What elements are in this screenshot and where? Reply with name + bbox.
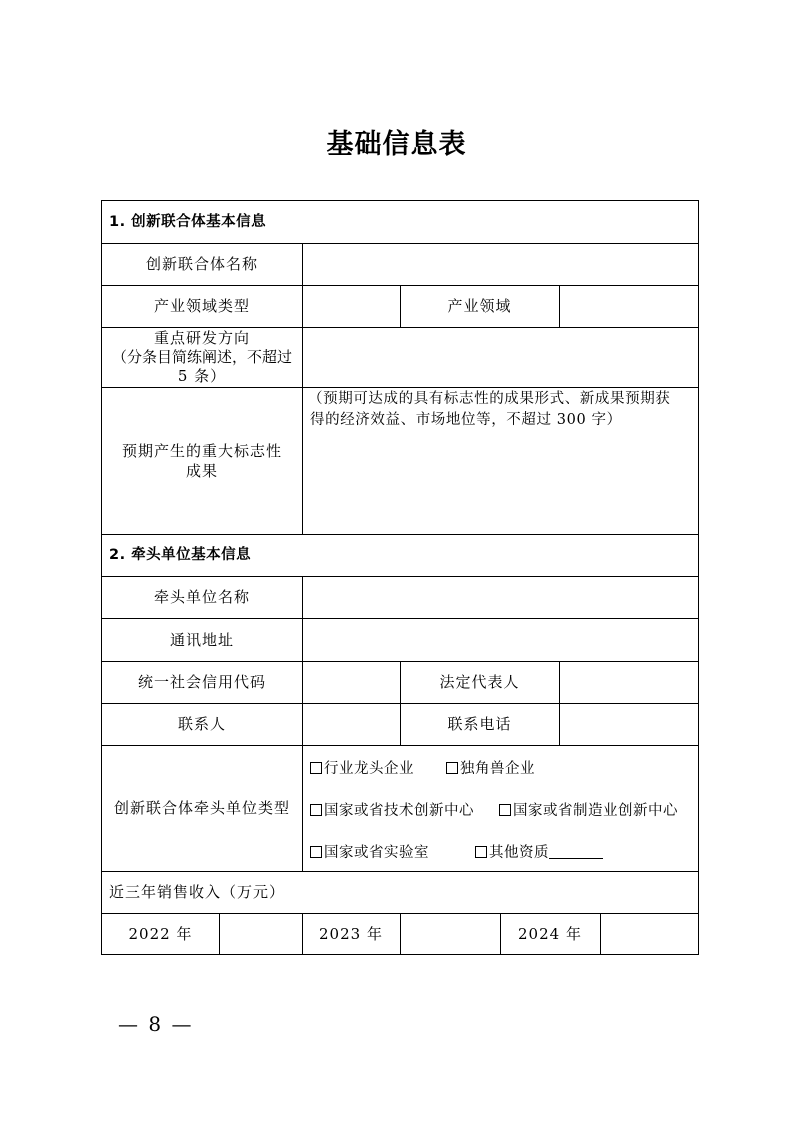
option-other-qualification[interactable]: 其他资质	[475, 841, 603, 862]
credit-code-field[interactable]	[303, 661, 400, 703]
other-qualification-blank[interactable]	[549, 846, 603, 859]
results-hint-line1: （预期可达成的具有标志性的成果形式、新成果预期获	[308, 391, 671, 407]
year-2022-label: 2022 年	[128, 925, 193, 943]
results-label-line2: 成果	[185, 461, 218, 480]
checkbox-icon[interactable]	[310, 804, 322, 816]
industry-field[interactable]	[560, 285, 698, 327]
checkbox-icon[interactable]	[310, 846, 322, 858]
rd-direction-label-line1: 重点研发方向	[153, 328, 250, 347]
consortium-name-field[interactable]	[303, 243, 698, 285]
lead-type-label: 创新联合体牵头单位类型	[113, 799, 290, 817]
credit-code-label: 统一社会信用代码	[137, 673, 266, 691]
phone-label: 联系电话	[447, 715, 512, 733]
checkbox-icon[interactable]	[446, 762, 458, 774]
year-2024-field[interactable]	[601, 913, 698, 955]
basic-info-form	[101, 200, 699, 955]
legal-rep-field[interactable]	[560, 661, 698, 703]
year-2024-label: 2024 年	[518, 925, 582, 943]
results-field[interactable]	[308, 389, 698, 431]
year-2022-field[interactable]	[220, 913, 302, 955]
section-1-heading: 1. 创新联合体基本信息	[109, 214, 267, 230]
contact-field[interactable]	[303, 703, 400, 745]
year-2023-field[interactable]	[401, 913, 500, 955]
checkbox-icon[interactable]	[475, 846, 487, 858]
results-label-line1: 预期产生的重大标志性	[121, 441, 282, 460]
industry-label: 产业领域	[447, 297, 512, 315]
lead-name-field[interactable]	[303, 576, 698, 618]
option-unicorn[interactable]: 独角兽企业	[446, 757, 535, 778]
checkbox-icon[interactable]	[310, 762, 322, 774]
option-manufacturing-innovation-center[interactable]: 国家或省制造业创新中心	[499, 799, 678, 820]
phone-field[interactable]	[560, 703, 698, 745]
lead-name-label: 牵头单位名称	[153, 588, 250, 606]
option-tech-innovation-center[interactable]: 国家或省技术创新中心	[310, 799, 474, 820]
option-industry-leader[interactable]: 行业龙头企业	[310, 757, 414, 778]
page-number: — 8 —	[118, 1012, 194, 1036]
rd-direction-label-line2: （分条目简练阐述，不超过	[111, 347, 292, 366]
checkbox-icon[interactable]	[499, 804, 511, 816]
rd-direction-field[interactable]	[303, 327, 698, 387]
industry-type-field[interactable]	[303, 285, 400, 327]
year-2023-label: 2023 年	[319, 925, 383, 943]
address-field[interactable]	[303, 618, 698, 661]
industry-type-label: 产业领域类型	[153, 297, 250, 315]
contact-label: 联系人	[177, 715, 226, 733]
rd-direction-label-line3: 5 条）	[177, 366, 227, 385]
address-label: 通讯地址	[169, 630, 234, 649]
revenue-heading: 近三年销售收入（万元）	[109, 883, 286, 901]
option-laboratory[interactable]: 国家或省实验室	[310, 841, 429, 862]
legal-rep-label: 法定代表人	[439, 673, 520, 691]
page-title: 基础信息表	[326, 129, 467, 160]
results-label	[102, 387, 302, 534]
section-2-heading: 2. 牵头单位基本信息	[109, 547, 252, 563]
consortium-name-label: 创新联合体名称	[145, 255, 258, 273]
results-hint-line2: 得的经济效益、市场地位等，不超过 300 字）	[310, 412, 622, 428]
rd-direction-label	[102, 327, 302, 387]
